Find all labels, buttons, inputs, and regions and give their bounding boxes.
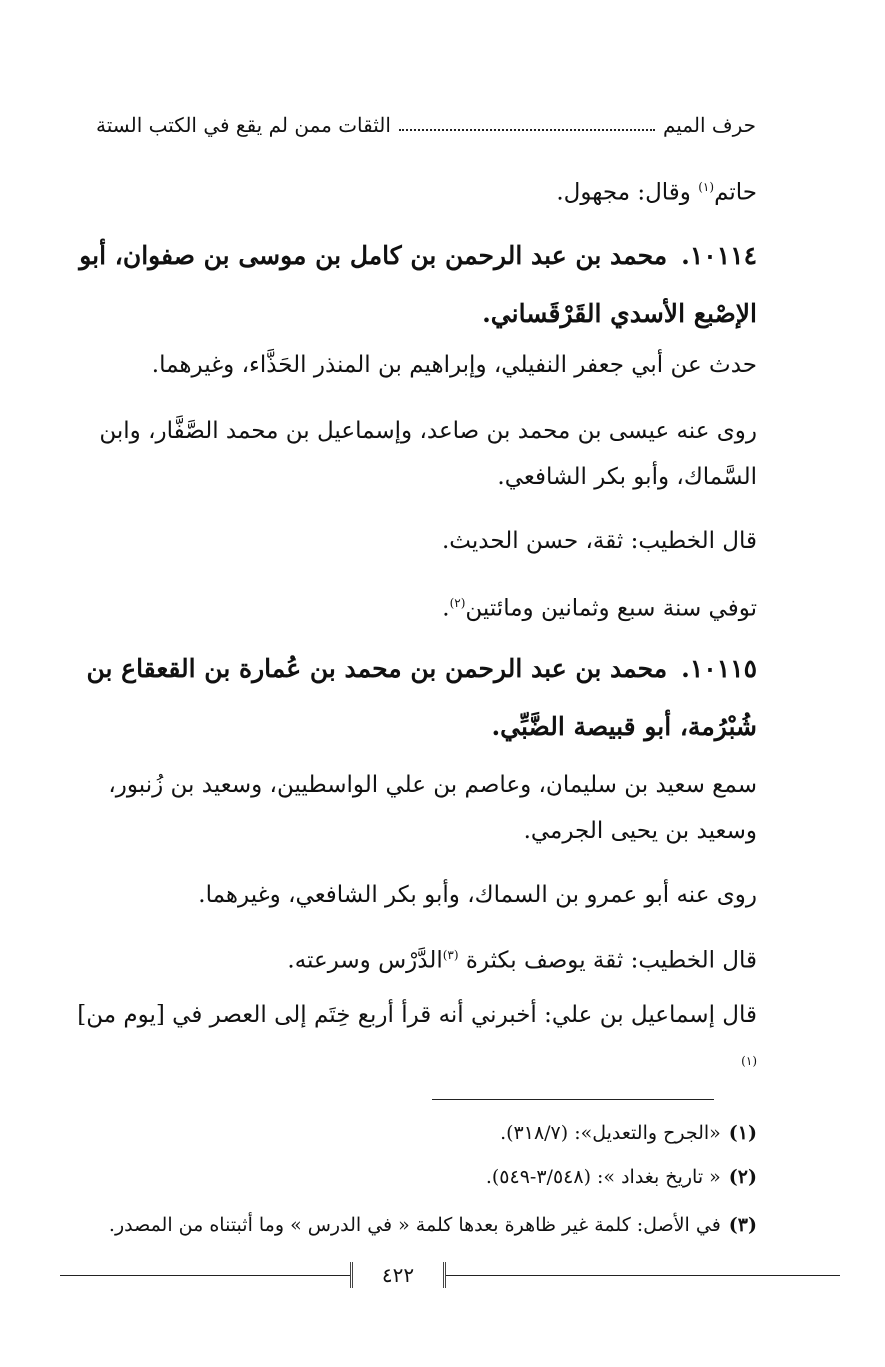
entry-number: ١٠١١٤. [681, 241, 757, 270]
footnote-ref: (٣) [442, 948, 459, 962]
footnote-3: (٣)في الأصل: كلمة غير ظاهرة بعدها كلمة « في الدرس » وما أثبتناه من المصدر. [108, 1214, 757, 1236]
footnote-2: (٢)« تاريخ بغداد »: (٣/٥٤٨-٥٤٩). [485, 1166, 757, 1188]
entry-paragraph: روى عنه عيسى بن محمد بن صاعد، وإسماعيل بن محمد الصَّفَّار، وابن السَّماك، وأبو بكر الشافعي. [99, 418, 757, 490]
entry-paragraph: سمع سعيد بن سليمان، وعاصم بن علي الواسطيين، وسعيد بن زُنبور، وسعيد بن يحيى الجرمي. [108, 772, 757, 844]
entry-paragraph: قال الخطيب: ثقة يوصف بكثرة $^{(٣)}$الدَّرْس وسرعته. [287, 947, 757, 974]
footnote-separator [432, 1099, 714, 1100]
entry-paragraph: توفي سنة سبع وثمانين ومائتين$^{(٢)}$. [442, 595, 757, 622]
footnote-ref: (٢) [449, 596, 466, 610]
running-header [96, 108, 756, 142]
footnote-ref: (١) [741, 1054, 757, 1068]
entry-paragraph: قال إسماعيل بن علي: أخبرني أنه قرأ أربع خِتَم إلى العصر في [يوم من]$^{(١)}$ [77, 1002, 757, 1068]
page-number: ٤٢٢ [350, 1262, 446, 1288]
entry-paragraph: روى عنه أبو عمرو بن السماك، وأبو بكر الشافعي، وغيرهما. [198, 882, 757, 908]
footer-rule [60, 1275, 840, 1276]
chapter-title: حرف الميم [662, 113, 756, 137]
entry-heading-10115 [70, 640, 757, 756]
footnote-1: (١)«الجرح والتعديل»: (٣١٨/٧). [500, 1122, 757, 1144]
footnote-ref: (١) [698, 180, 715, 194]
carry-over-text: حاتم$^{(١)}$ وقال: مجهول. [556, 179, 757, 206]
entry-heading-10114 [70, 227, 757, 343]
book-title: الثقات ممن لم يقع في الكتب الستة [96, 113, 391, 137]
entry-name: محمد بن عبد الرحمن بن كامل بن موسى بن صفوان، أبو الإصْبع الأسدي القَرْقَساني. [79, 241, 757, 328]
entry-paragraph: قال الخطيب: ثقة، حسن الحديث. [442, 528, 757, 554]
header-leader-dots [399, 129, 655, 131]
entry-number: ١٠١١٥. [681, 654, 757, 683]
entry-paragraph: حدث عن أبي جعفر النفيلي، وإبراهيم بن المنذر الحَذَّاء، وغيرهما. [151, 352, 757, 378]
entry-name: محمد بن عبد الرحمن بن محمد بن عُمارة بن القعقاع بن شُبْرُمة، أبو قبيصة الضَّبِّي. [86, 654, 757, 741]
